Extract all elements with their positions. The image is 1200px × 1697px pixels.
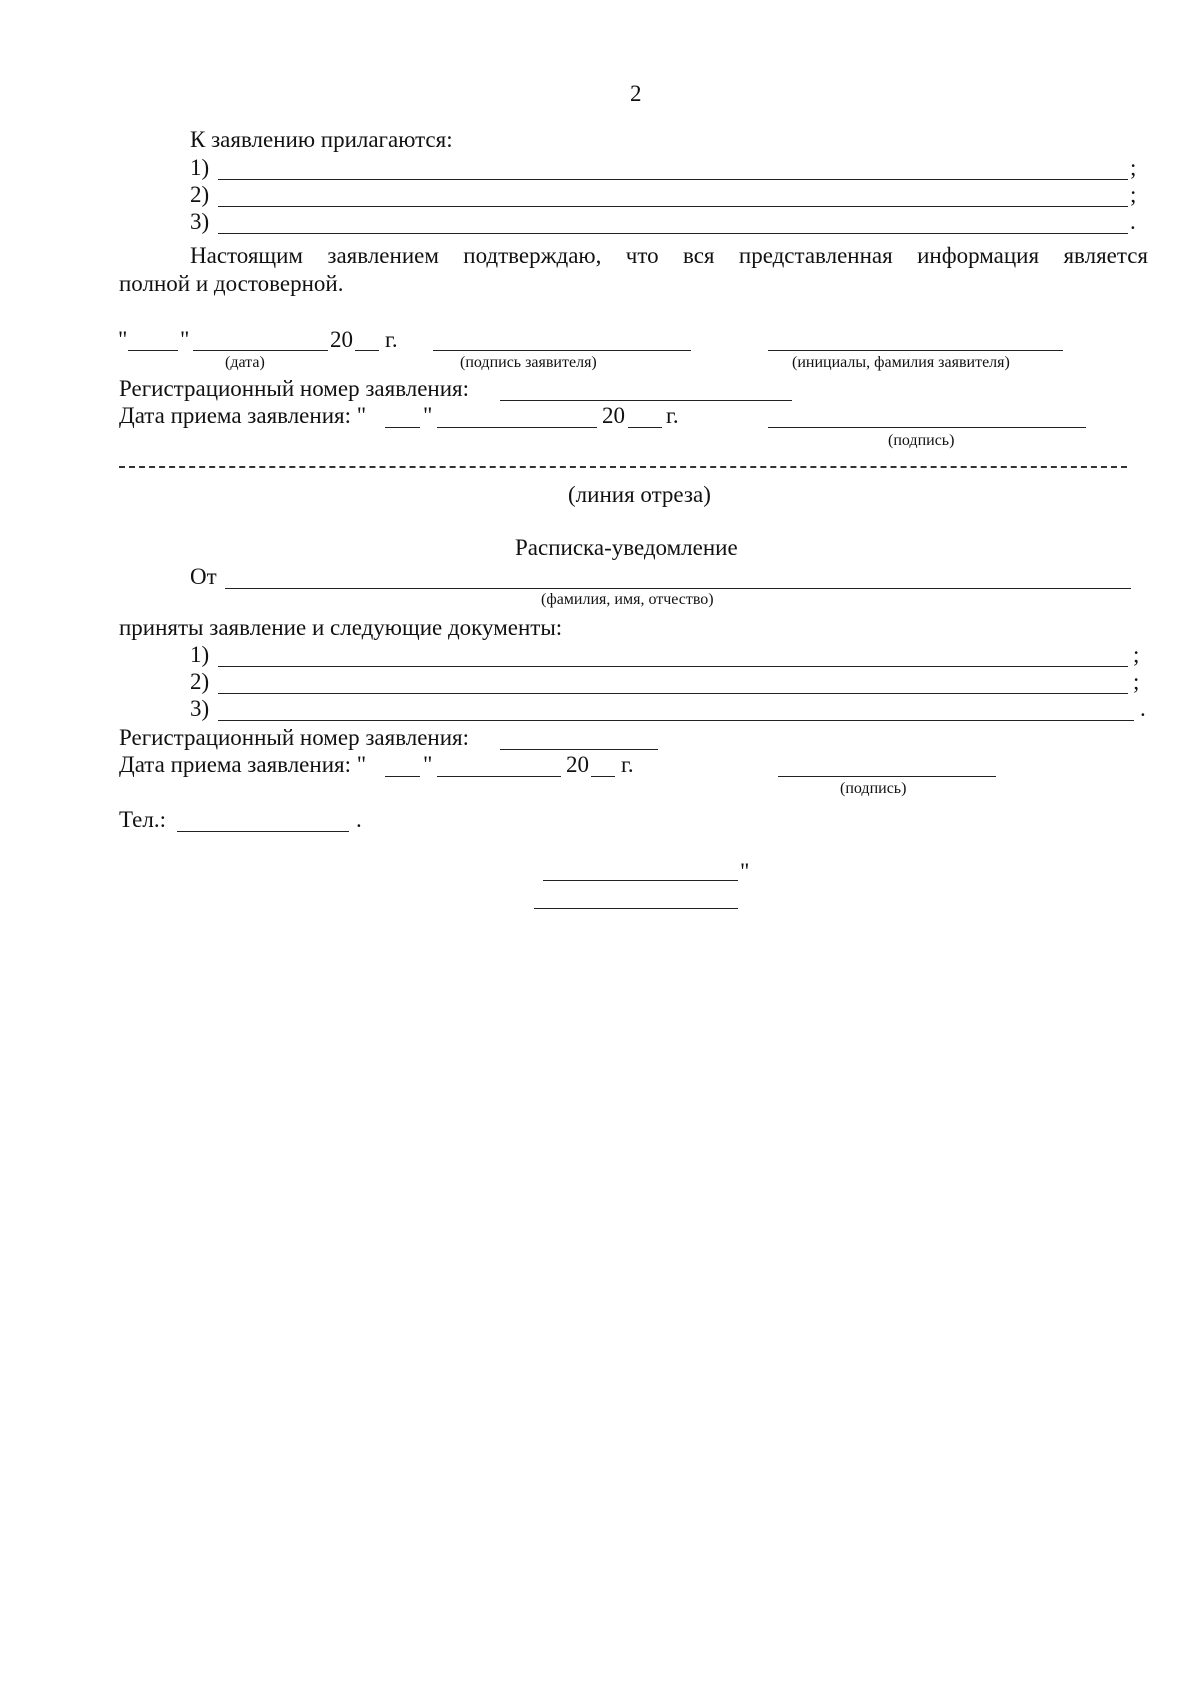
receipt-year-suffix: г.: [621, 752, 634, 777]
cut-line-caption: (линия отреза): [568, 482, 711, 507]
receipt-item-end-mark: ;: [1133, 642, 1140, 667]
caption-registration-signature: (подпись): [888, 432, 955, 449]
attachment-end-mark: .: [1130, 209, 1136, 234]
receipt-item-fill-line[interactable]: [218, 666, 1128, 667]
registration-date-quote: ": [423, 403, 433, 428]
receipt-number-label: Регистрационный номер заявления:: [119, 725, 470, 750]
date-year-suffix: г.: [385, 327, 398, 352]
receipt-year-prefix: 20: [566, 752, 589, 777]
date-close-quote: ": [180, 327, 190, 352]
date-open-quote: ": [118, 327, 128, 352]
phone-end-mark: .: [356, 807, 362, 832]
attachment-fill-line[interactable]: [218, 179, 1128, 180]
date-day-line[interactable]: [128, 350, 178, 351]
receipt-item-end-mark: .: [1140, 696, 1146, 721]
registration-year-prefix: 20: [602, 403, 625, 428]
date-year-prefix: 20: [330, 327, 353, 352]
receipt-year-line[interactable]: [591, 776, 615, 777]
caption-receipt-signature: (подпись): [840, 780, 907, 797]
receipt-date-day-line[interactable]: [385, 776, 420, 777]
receipt-item-number: 3): [190, 696, 210, 721]
caption-applicant-signature: (подпись заявителя): [460, 354, 597, 371]
attachment-number: 2): [190, 182, 210, 207]
date-month-line[interactable]: [193, 350, 328, 351]
receipt-date-month-line[interactable]: [437, 776, 561, 777]
registration-year-suffix: г.: [666, 403, 679, 428]
registration-year-line[interactable]: [628, 427, 662, 428]
attachment-end-mark: ;: [1130, 182, 1137, 207]
applicant-signature-line[interactable]: [433, 350, 691, 351]
attachment-number: 1): [190, 155, 210, 180]
phone-line[interactable]: [177, 831, 349, 832]
registration-number-label: Регистрационный номер заявления:: [119, 376, 470, 401]
registration-signature-line[interactable]: [768, 427, 1086, 428]
confirmation-line-1: Настоящим заявлением подтверждаю, что вся представленная информация является: [190, 243, 1148, 268]
attachment-fill-line[interactable]: [218, 206, 1128, 207]
page-number: 2: [630, 81, 642, 106]
attachment-end-mark: ;: [1130, 155, 1137, 180]
receipt-accepted-text: приняты заявление и следующие документы:: [119, 615, 563, 640]
receipt-from-caption: (фамилия, имя, отчество): [541, 591, 714, 608]
receipt-item-fill-line[interactable]: [218, 720, 1134, 721]
cut-line: [119, 466, 1127, 468]
receipt-number-line[interactable]: [500, 749, 658, 750]
confirmation-line-2: полной и достоверной.: [119, 271, 344, 296]
registration-date-month-line[interactable]: [437, 427, 597, 428]
receipt-signature-line[interactable]: [778, 776, 996, 777]
registration-date-day-line[interactable]: [385, 427, 420, 428]
footer-line-1[interactable]: [543, 880, 738, 881]
receipt-date-label: Дата приема заявления: ": [119, 752, 367, 777]
receipt-item-number: 2): [190, 669, 210, 694]
registration-number-line[interactable]: [500, 400, 792, 401]
receipt-item-fill-line[interactable]: [218, 693, 1128, 694]
attachment-fill-line[interactable]: [218, 233, 1128, 234]
attachment-number: 3): [190, 209, 210, 234]
receipt-from-line[interactable]: [225, 588, 1131, 589]
footer-quote: ": [740, 859, 750, 884]
caption-applicant-name: (инициалы, фамилия заявителя): [792, 354, 1010, 371]
date-year-line[interactable]: [355, 350, 379, 351]
receipt-from-label: От: [190, 564, 217, 589]
caption-date: (дата): [225, 354, 265, 371]
attachments-heading: К заявлению прилагаются:: [190, 127, 453, 152]
footer-line-2[interactable]: [534, 908, 738, 909]
registration-date-label: Дата приема заявления: ": [119, 403, 367, 428]
applicant-name-line[interactable]: [768, 350, 1063, 351]
receipt-item-number: 1): [190, 642, 210, 667]
phone-label: Тел.:: [119, 807, 166, 832]
receipt-date-quote: ": [423, 752, 433, 777]
receipt-item-end-mark: ;: [1133, 669, 1140, 694]
receipt-title: Расписка-уведомление: [515, 535, 738, 560]
